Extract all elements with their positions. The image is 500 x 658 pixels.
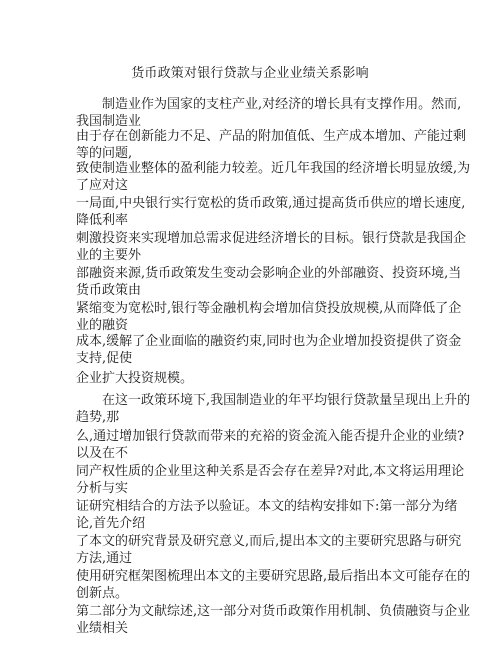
text-line: 了本文的研究背景及研究意义,而后,提出本文的主要研究思路与研究 <box>76 534 462 549</box>
paragraph-8 <box>76 333 462 367</box>
text-line: 我国制造业 <box>76 114 142 129</box>
text-line: 以及在不 <box>76 446 129 461</box>
paragraph-13 <box>76 498 458 532</box>
text-line: 了应对这 <box>76 178 129 193</box>
text-line: 方法,通过 <box>76 551 133 566</box>
paragraph-10 <box>76 392 471 426</box>
paragraph-6 <box>76 265 462 299</box>
text-line: 刺激投资来实现增加总需求促进经济增长的目标。银行贷款是我国企 <box>76 231 467 246</box>
text-line: 第二部分为文献综述,这一部分对货币政策作用机制、负债融资与企业 <box>76 604 471 619</box>
paragraph-12 <box>76 463 465 497</box>
page-title: 货币政策对银行贷款与企业业绩关系影响 <box>131 66 369 81</box>
text-line: 成本,缓解了企业面临的融资约束,同时也为企业增加投资提供了资金 <box>76 334 462 349</box>
text-line: 业的主要外 <box>76 248 142 263</box>
text-line: 企业扩大投资规模。 <box>76 371 194 386</box>
paragraph-9 <box>76 370 436 387</box>
paragraph-15 <box>76 568 471 602</box>
text-line: 制造业作为国家的支柱产业,对经济的增长具有支撑作用。然而, <box>102 97 462 112</box>
text-line: 一局面,中央银行实行宽松的货币政策,通过提高货币供应的增长速度, <box>76 196 466 211</box>
text-line: 业的融资 <box>76 318 129 333</box>
text-line: 致使制造业整体的盈利能力较差。近几年我国的经济增长明显放缓,为 <box>76 161 471 176</box>
text-line: 紧缩变为宽松时,银行等金融机构会增加信贷投放规模,从而降低了企 <box>76 301 462 316</box>
text-line: 货币政策由 <box>76 283 142 298</box>
text-line: 降低利率 <box>76 213 129 228</box>
paragraph-2 <box>76 128 467 162</box>
text-line: 证研究相结合的方法予以验证。本文的结构安排如下:第一部分为绪 <box>76 499 458 514</box>
paragraph-1 <box>76 96 462 130</box>
paragraph-14 <box>76 533 462 567</box>
text-line: 等的问题, <box>76 146 133 161</box>
text-line: 使用研究框架图梳理出本文的主要研究思路,最后指出本文可能存在的 <box>76 569 471 584</box>
text-line: 由于存在创新能力不足、产品的附加值低、生产成本增加、产能过剩 <box>76 129 467 144</box>
paragraph-11 <box>76 428 465 462</box>
text-line: 部融资来源,货币政策发生变动会影响企业的外部融资、投资环境,当 <box>76 266 462 281</box>
text-line: 支持,促使 <box>76 351 133 366</box>
text-line: 论,首先介绍 <box>76 516 146 531</box>
text-line: 业绩相关 <box>76 621 129 636</box>
text-line: 趋势,那 <box>76 410 120 425</box>
paragraph-4 <box>76 195 466 229</box>
paragraph-16 <box>76 603 471 637</box>
text-line: 创新点。 <box>76 586 129 601</box>
paragraph-7 <box>76 300 462 334</box>
paragraph-5 <box>76 230 467 264</box>
text-line: 在这一政策环境下,我国制造业的年平均银行贷款量呈现出上升的 <box>102 393 471 408</box>
paragraph-3 <box>76 160 471 194</box>
text-line: 同产权性质的企业里这种关系是否会存在差异?对此,本文将运用理论 <box>76 464 465 479</box>
text-line: 么,通过增加银行贷款而带来的充裕的资金流入能否提升企业的业绩? <box>76 429 465 444</box>
text-line: 分析与实 <box>76 481 129 496</box>
